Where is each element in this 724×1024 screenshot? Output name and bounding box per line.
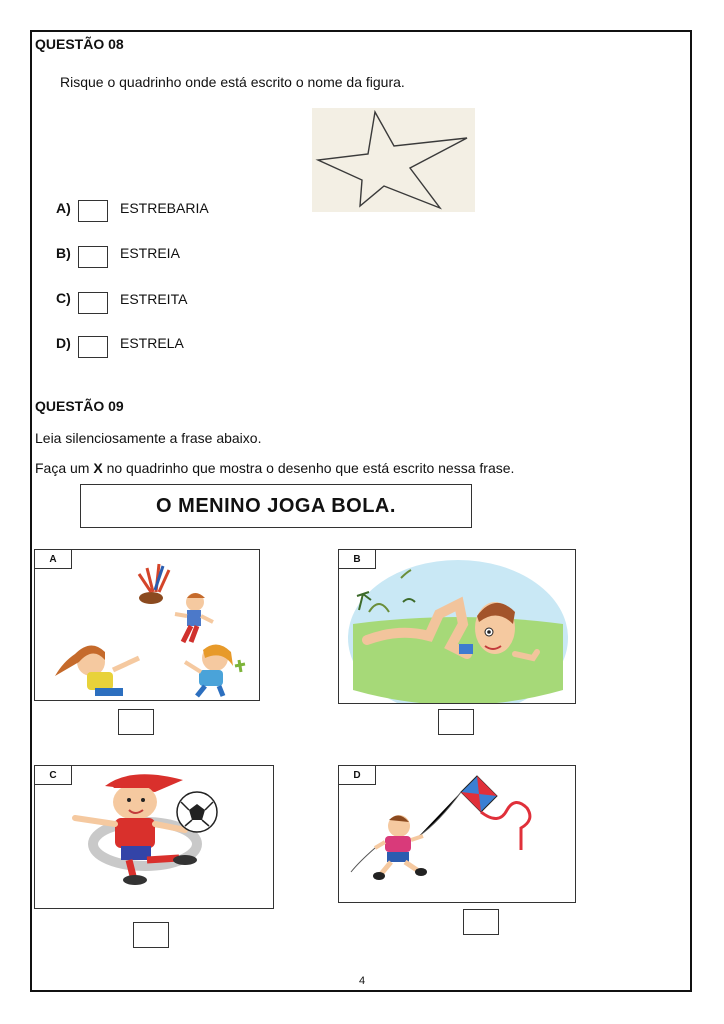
option-b-text: ESTREIA — [120, 245, 180, 261]
q08-title: QUESTÃO 08 — [35, 36, 124, 52]
q09-line2-post: no quadrinho que mostra o desenho que está escrito nessa frase. — [102, 460, 515, 476]
panel-d-tag: D — [339, 766, 376, 785]
answer-box-c[interactable] — [133, 922, 169, 948]
panel-d — [338, 765, 576, 903]
panel-b — [338, 549, 576, 704]
option-c-checkbox[interactable] — [78, 292, 108, 314]
q08-instruction: Risque o quadrinho onde está escrito o nome da figura. — [60, 74, 405, 90]
star-icon — [312, 108, 475, 212]
panel-c-tag: C — [35, 766, 72, 785]
option-d-text: ESTRELA — [120, 335, 184, 351]
answer-box-d[interactable] — [463, 909, 499, 935]
panel-c — [34, 765, 274, 909]
panel-b-tag: B — [339, 550, 376, 569]
page-number: 4 — [358, 975, 366, 987]
children-playing-icon — [35, 550, 260, 701]
sentence-text: O MENINO JOGA BOLA. — [156, 494, 396, 517]
boy-swimming-icon — [339, 550, 576, 704]
option-a-text: ESTREBARIA — [120, 200, 209, 216]
q09-line2-pre: Faça um — [35, 460, 94, 476]
boy-kicking-ball-icon — [35, 766, 274, 909]
q09-line2-bold: X — [93, 460, 103, 476]
option-d-checkbox[interactable] — [78, 336, 108, 358]
star-figure — [312, 108, 475, 212]
q09-line1: Leia silenciosamente a frase abaixo. — [35, 430, 262, 446]
sentence-box — [80, 484, 472, 528]
option-a-checkbox[interactable] — [78, 200, 108, 222]
boy-flying-kite-icon — [339, 766, 576, 903]
answer-box-a[interactable] — [118, 709, 154, 735]
option-b-checkbox[interactable] — [78, 246, 108, 268]
option-b-letter: B) — [56, 245, 71, 261]
option-a-letter: A) — [56, 200, 71, 216]
panel-a-tag: A — [35, 550, 72, 569]
q09-title: QUESTÃO 09 — [35, 398, 124, 414]
q09-line2 — [35, 460, 514, 476]
option-c-text: ESTREITA — [120, 291, 188, 307]
option-c-letter: C) — [56, 290, 71, 306]
panel-a — [34, 549, 260, 701]
option-d-letter: D) — [56, 335, 71, 351]
answer-box-b[interactable] — [438, 709, 474, 735]
